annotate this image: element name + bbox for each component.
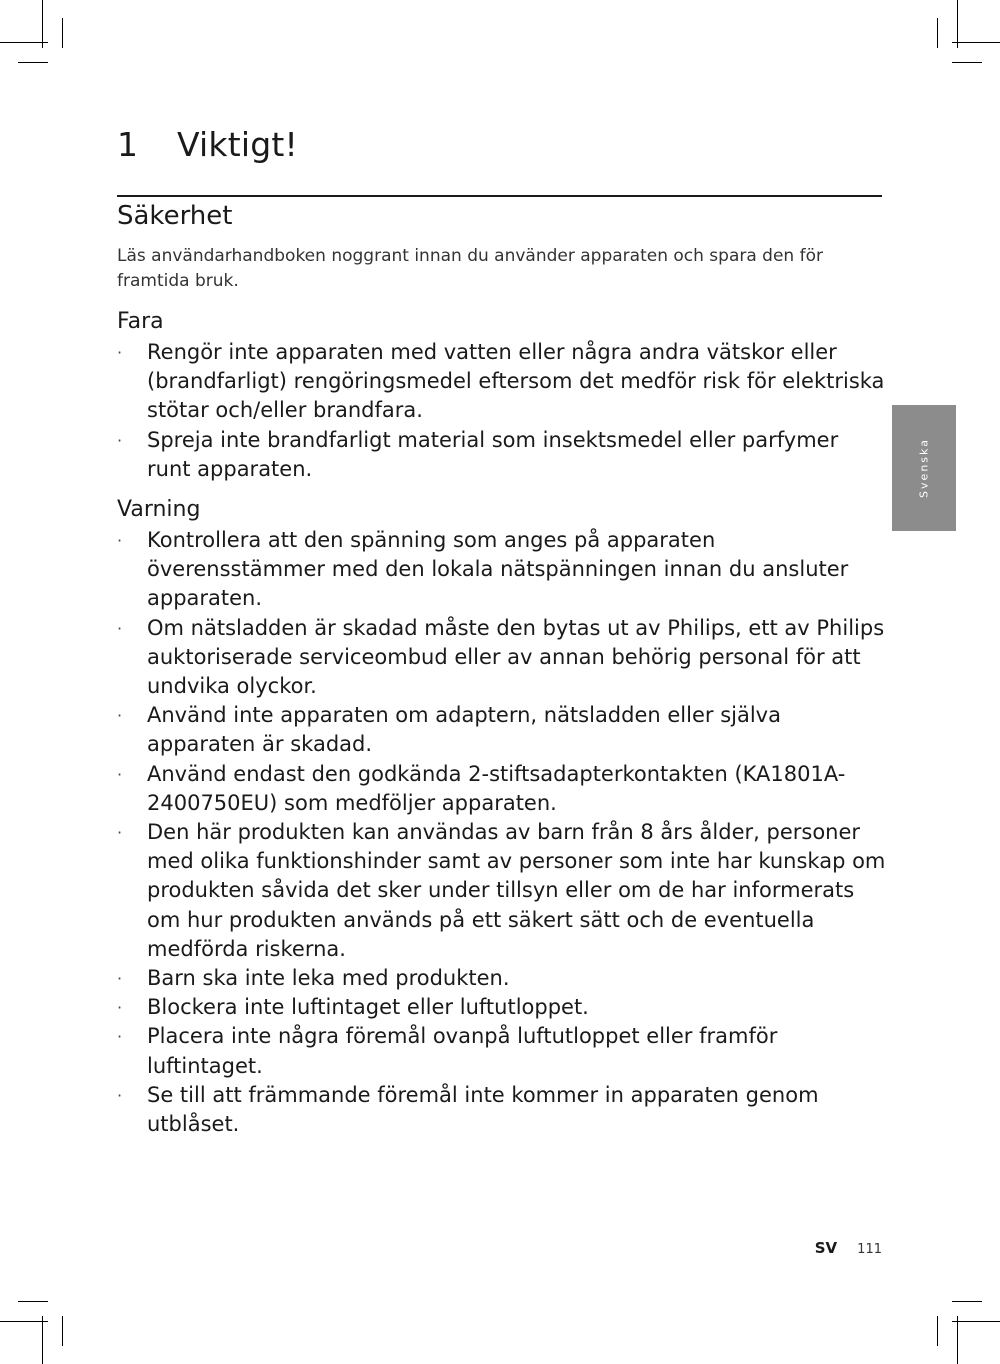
list-item-text: Barn ska inte leka med produkten. bbox=[147, 966, 510, 991]
crop-mark bbox=[18, 62, 48, 63]
list-item-text: Se till att främmande föremål inte kommer in apparaten genom utblåset. bbox=[147, 1082, 819, 1137]
list-item bbox=[117, 701, 887, 759]
section-title: Säkerhet bbox=[117, 201, 233, 231]
list-item bbox=[117, 426, 887, 484]
bullet-mark: · bbox=[117, 343, 123, 362]
bullet-mark: · bbox=[117, 1085, 123, 1105]
chapter-title: Viktigt! bbox=[177, 125, 298, 164]
crop-mark bbox=[18, 1301, 48, 1302]
warning-list bbox=[117, 526, 887, 1139]
bullet-mark: · bbox=[117, 764, 123, 784]
list-item-text: Blockera inte luftintaget eller luftutloppet. bbox=[147, 995, 589, 1020]
crop-mark bbox=[42, 0, 43, 48]
page-footer bbox=[815, 1238, 882, 1260]
list-item bbox=[117, 1081, 887, 1139]
list-item bbox=[117, 526, 887, 614]
crop-mark bbox=[957, 1316, 958, 1364]
crop-mark bbox=[952, 1301, 982, 1302]
warning-title: Varning bbox=[117, 497, 201, 522]
crop-mark bbox=[937, 18, 938, 48]
crop-mark bbox=[957, 0, 958, 48]
crop-mark bbox=[62, 18, 63, 48]
danger-title: Fara bbox=[117, 309, 164, 334]
language-side-tab-label: Svenska bbox=[917, 438, 931, 498]
crop-mark bbox=[0, 1321, 48, 1322]
list-item bbox=[117, 614, 887, 702]
crop-mark bbox=[42, 1316, 43, 1364]
bullet-mark: · bbox=[117, 998, 123, 1018]
bullet-mark: · bbox=[117, 618, 123, 638]
crop-mark bbox=[0, 42, 48, 43]
crop-mark bbox=[952, 42, 1000, 43]
chapter-heading bbox=[117, 122, 298, 168]
page-number: 111 bbox=[857, 1242, 882, 1257]
danger-list bbox=[117, 338, 887, 484]
list-item bbox=[117, 818, 887, 964]
list-item bbox=[117, 993, 887, 1022]
bullet-mark: · bbox=[117, 706, 123, 726]
crop-mark bbox=[952, 1321, 1000, 1322]
bullet-mark: · bbox=[117, 1027, 123, 1047]
list-item-text: Använd inte apparaten om adaptern, nätsladden eller själva apparaten är skadad. bbox=[147, 703, 781, 757]
section-intro: Läs användarhandboken noggrant innan du använder apparaten och spara den för framtida bruk. bbox=[117, 246, 823, 291]
language-side-tab bbox=[892, 405, 956, 531]
list-item-text: Kontrollera att den spänning som anges på apparaten överensstämmer med den lokala nätspänningen innan du ansluter apparaten. bbox=[147, 528, 849, 611]
list-item bbox=[117, 338, 887, 426]
crop-mark bbox=[952, 62, 982, 63]
crop-mark bbox=[62, 1316, 63, 1346]
chapter-number: 1 bbox=[117, 125, 139, 164]
list-item-text: Använd endast den godkända 2-stiftsadapterkontakten (KA1801A-2400750EU) som medföljer apparaten. bbox=[147, 761, 846, 815]
list-item-text: Rengör inte apparaten med vatten eller några andra vätskor eller (brandfarligt) rengöringsmedel eftersom det medför risk för elektriska stötar och/eller brandfara. bbox=[147, 340, 885, 423]
list-item-text: Om nätsladden är skadad måste den bytas ut av Philips, ett av Philips auktoriserade serviceombud eller av annan behörig personal för att undvika olyckor. bbox=[147, 615, 885, 699]
bullet-mark: · bbox=[117, 430, 123, 450]
crop-mark bbox=[937, 1316, 938, 1346]
bullet-mark: · bbox=[117, 823, 123, 843]
list-item bbox=[117, 760, 887, 818]
list-item-text: Spreja inte brandfarligt material som insektsmedel eller parfymer runt apparaten. bbox=[147, 427, 839, 481]
section-divider bbox=[117, 195, 882, 197]
bullet-mark: · bbox=[117, 531, 123, 550]
bullet-mark: · bbox=[117, 969, 123, 989]
list-item-text: Placera inte några föremål ovanpå luftutloppet eller framför luftintaget. bbox=[147, 1024, 778, 1078]
footer-language: SV bbox=[814, 1239, 838, 1257]
list-item-text: Den här produkten kan användas av barn från 8 års ålder, personer med olika funktionshinder samt av personer som inte har kunskap om produkten såvida det sker under tillsyn eller om de har informerats om hur produkten används på ett säkert sätt och de eventuella medförda riskerna. bbox=[147, 820, 886, 961]
list-item bbox=[117, 964, 887, 993]
list-item bbox=[117, 1022, 887, 1080]
